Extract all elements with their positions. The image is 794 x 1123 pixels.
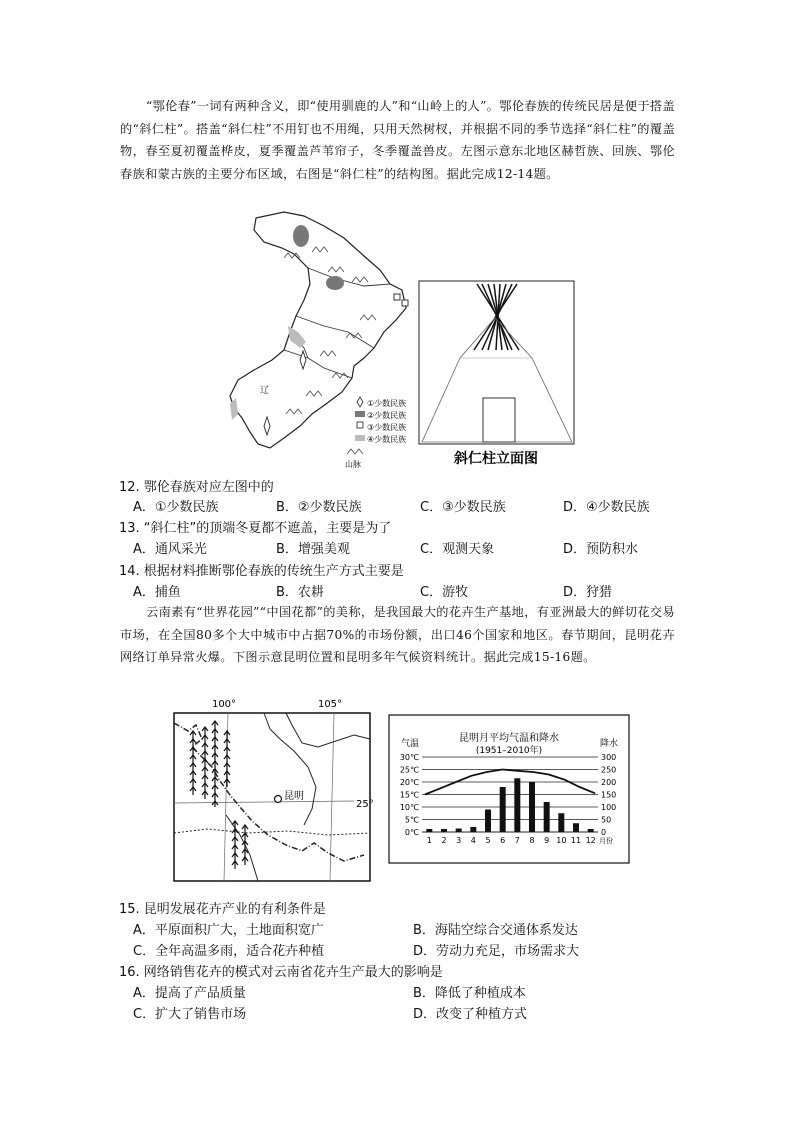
month-tick-label: 3 [456,836,462,845]
month-tick-label: 4 [470,836,476,845]
question-15: 15. 昆明发展花卉产业的有利条件是 [119,902,326,917]
northeast-map-figure [224,208,416,470]
month-tick-label: 9 [544,836,550,845]
diagram-caption: 斜仁柱立面图 [454,451,538,467]
q13-option-b[interactable]: B．增强美观 [276,542,350,557]
q12-option-d[interactable]: D．④少数民族 [563,500,650,515]
precipitation-bar [514,778,520,832]
mountain-legend-icon [347,449,363,454]
q16-option-a[interactable]: A．提高了产品质量 [133,986,246,1001]
kunming-location-map [168,695,378,887]
legend-item-1: ①少数民族 [367,399,407,408]
precipitation-tick-label: 100 [601,803,617,812]
question-13: 13. “斜仁柱”的顶端冬夏都不遮盖，主要是为了 [119,521,392,536]
precipitation-bar [588,829,594,832]
temperature-tick-label: 30℃ [399,753,419,762]
q13-option-d[interactable]: D．预防积水 [563,542,639,557]
passage-kunming-flowers: 云南素有“世界花园”“中国花都”的美称，是我国最大的花卉生产基地，有亚洲最大的鲜切花交易市场，在全国80多个大中城市中占据70%的市场份额，出口46个国家和地区。春节期间，昆明花卉网络订单异常火爆。下图示意昆明位置和昆明多年气候资料统计。据此完成15-16题。 [120,605,675,665]
kunming-climate-chart [388,714,630,864]
q13-option-c[interactable]: C．观测天象 [420,542,495,557]
month-tick-label: 6 [500,836,506,845]
month-tick-label: 5 [485,836,491,845]
q14-option-d[interactable]: D．狩猎 [563,585,613,600]
precipitation-bar [441,829,447,832]
minority-2-region-central [326,276,344,290]
legend-item-3: ③少数民族 [367,423,407,432]
temperature-tick-label: 25℃ [399,765,419,775]
precipitation-tick-label: 150 [601,790,617,800]
longitude-100: 100° [211,699,237,710]
precipitation-tick-label: 0 [601,828,607,837]
temperature-tick-label: 0℃ [404,828,419,837]
precipitation-tick-label: 300 [601,753,617,762]
month-tick-label: 1 [426,836,432,845]
precipitation-bar [529,782,535,832]
legend-item-4: ④少数民族 [367,435,407,444]
longitude-105: 105° [317,699,343,710]
latitude-25: 25° [356,799,374,810]
kunming-marker [275,796,282,803]
q16-option-c[interactable]: C．扩大了销售市场 [133,1007,247,1022]
q15-option-d[interactable]: D．劳动力充足，市场需求大 [413,944,580,959]
temperature-tick-label: 20℃ [399,778,419,787]
q15-option-b[interactable]: B．海陆空综合交通体系发达 [413,923,578,938]
q12-option-b[interactable]: B．②少数民族 [276,500,362,515]
temperature-tick-label: 15℃ [399,790,419,800]
precipitation-bar [426,829,432,832]
question-14: 14. 根据材料推断鄂伦春族的传统生产方式主要是 [119,564,404,579]
northeast-map [224,208,416,470]
q14-option-b[interactable]: B．农耕 [276,585,324,600]
month-tick-label: 7 [514,836,520,845]
xierenzhu-diagram [416,280,576,472]
month-tick-label: 11 [570,836,582,845]
door [483,398,515,442]
precipitation-bar [558,813,564,832]
precipitation-bar [470,827,476,832]
precipitation-bar [544,802,550,832]
q16-option-b[interactable]: B．降低了种植成本 [413,986,526,1001]
precipitation-tick-label: 250 [601,765,617,775]
q15-option-c[interactable]: C．全年高温多雨，适合花卉种植 [133,944,325,959]
precipitation-bar [573,823,579,832]
temperature-tick-label: 5℃ [404,815,419,825]
month-unit-label: 月份 [599,837,613,845]
temperature-axis-label: 气温 [401,739,420,749]
map-legend [345,397,406,469]
minority-2-region-north [293,225,309,247]
precipitation-bar [485,810,491,833]
question-16: 16. 网络销售花卉的模式对云南省花卉生产最大的影响是 [119,965,443,980]
q14-option-c[interactable]: C．游牧 [420,585,469,600]
passage-ethnic-groups: “鄂伦春”一词有两种含义，即“使用驯鹿的人”和“山岭上的人”。鄂伦春族的传统民居是便于搭盖的“斜仁柱”。搭盖“斜仁柱”不用钉也不用绳，只用天然树杈，并根据不同的季节选择“斜仁柱”的覆盖物，春至夏初覆盖桦皮，夏季覆盖芦苇帘子，冬季覆盖兽皮。左图示意东北地区赫哲族、回族、鄂伦春族和蒙古族的主要分布区域，右图是“斜仁柱”的结构图。据此完成12-14题。 [120,99,675,181]
legend-item-5: 山脉 [345,460,361,469]
month-tick-label: 2 [441,836,447,845]
month-tick-label: 10 [556,836,567,845]
map-label-liao: 辽 [260,386,270,396]
precipitation-tick-label: 200 [601,778,617,787]
legend-item-2: ②少数民族 [367,411,407,420]
month-tick-label: 12 [585,836,596,845]
kunming-label: 昆明 [284,791,304,802]
q13-option-a[interactable]: A．通风采光 [133,542,207,557]
temperature-tick-label: 10℃ [399,803,419,812]
q15-option-a[interactable]: A．平原面积广大，土地面积宽广 [133,923,324,938]
precipitation-axis-label: 降水 [600,739,619,749]
question-12: 12. 鄂伦春族对应左图中的 [119,480,274,495]
chart-title: 昆明月平均气温和降水 [459,733,559,744]
precipitation-bar [456,829,462,833]
q12-option-a[interactable]: A．①少数民族 [133,500,219,515]
q16-option-d[interactable]: D．改变了种植方式 [413,1007,528,1022]
q14-option-a[interactable]: A．捕鱼 [133,585,181,600]
precipitation-tick-label: 50 [601,815,612,825]
month-tick-label: 8 [529,836,535,845]
chart-subtitle: (1951–2010年) [475,746,543,756]
precipitation-bar [500,787,506,832]
q12-option-c[interactable]: C．③少数民族 [420,500,506,515]
